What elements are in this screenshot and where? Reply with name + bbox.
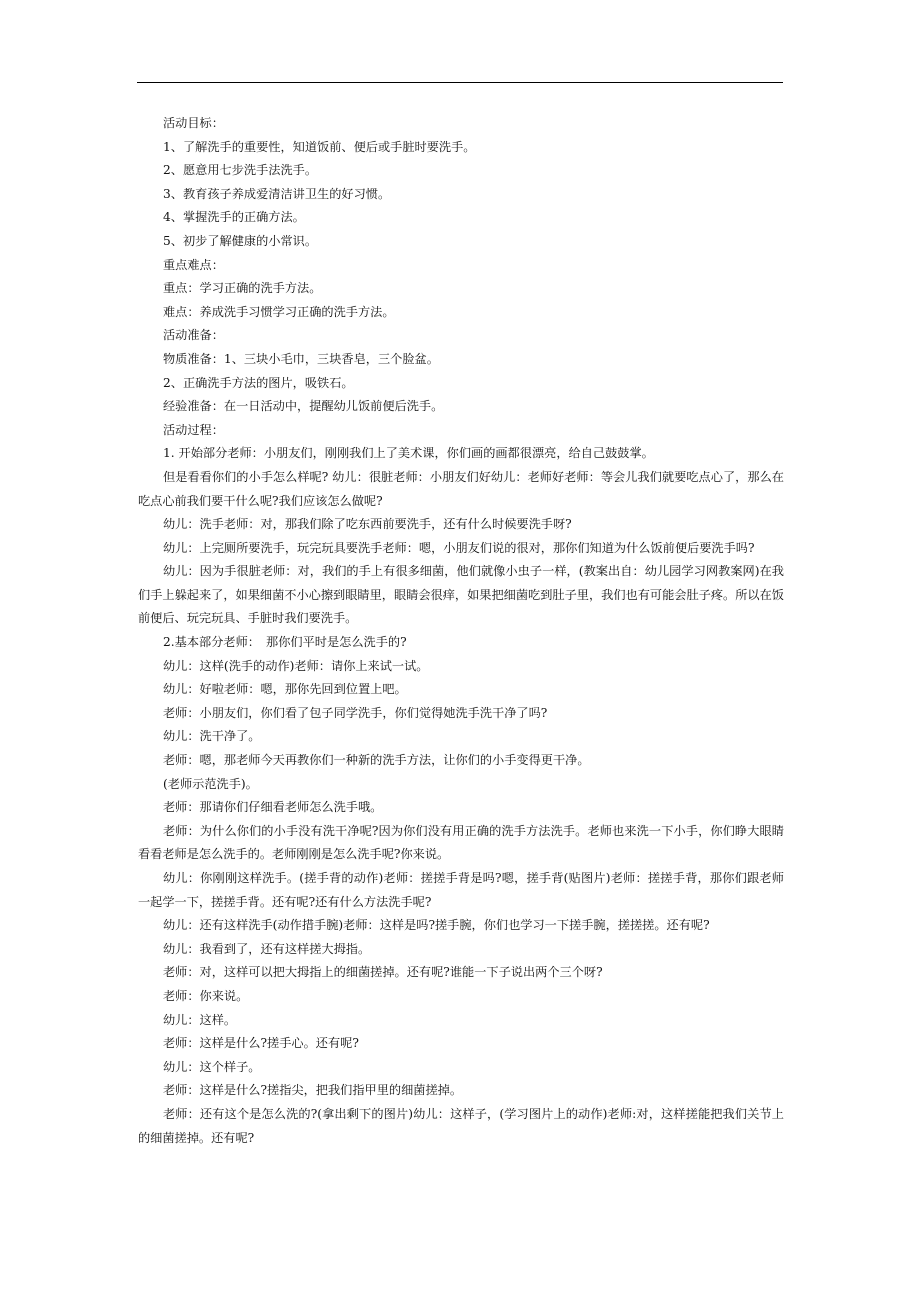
process-paragraph: 老师：你来说。 [163,988,249,1003]
process-paragraph: 幼儿：因为手很脏老师：对，我们的手上有很多细菌，他们就像小虫子一样，(教案出自：幼儿园学习网教案网)在我们手上躲起来了，如果细菌不小心擦到眼睛里，眼睛会很痒，如果把细菌吃到肚子里，我们也有可能会肚子疼。所以在饭前便后、玩完玩具、手脏时我们要洗手。 [138,564,784,626]
process-paragraph: 幼儿：我看到了，还有这样搓大拇指。 [163,941,371,956]
goal-item: 5、初步了解健康的小常识。 [163,233,318,248]
section-heading-key-points: 重点难点： [163,257,224,272]
document-body [138,112,784,1150]
process-paragraph: (老师示范洗手)。 [163,776,258,791]
preparation-item: 物质准备：1、三块小毛巾，三块香皂，三个脸盆。 [163,351,439,366]
process-paragraph: 老师：还有这个是怎么洗的?(拿出剩下的图片)幼儿：这样子，(学习图片上的动作)老师:对，这样搓能把我们关节上的细菌搓掉。还有呢? [138,1106,784,1145]
process-paragraph: 老师：这样是什么?搓指尖，把我们指甲里的细菌搓掉。 [163,1083,463,1098]
process-paragraph: 幼儿：你刚刚这样洗手。(搓手背的动作)老师：搓搓手背是吗?嗯，搓手背(贴图片)老师：搓搓手背，那你们跟老师一起学一下，搓搓手背。还有呢?还有什么方法洗手呢? [138,871,784,909]
process-paragraph: 幼儿：好啦老师：嗯，那你先回到位置上吧。 [163,682,407,697]
preparation-item: 2、正确洗手方法的图片，吸铁石。 [163,375,354,390]
process-paragraph: 老师：对，这样可以把大拇指上的细菌搓掉。还有呢?谁能一下子说出两个三个呀? [163,965,603,980]
process-paragraph: 幼儿：这样(洗手的动作)老师：请你上来试一试。 [163,658,429,673]
process-paragraph: 幼儿：这个样子。 [163,1059,261,1074]
process-paragraph: 老师：小朋友们，你们看了包子同学洗手，你们觉得她洗手洗干净了吗? [163,705,548,720]
process-paragraph: 老师：为什么你们的小手没有洗干净呢?因为你们没有用正确的洗手方法洗手。老师也来洗一下小手，你们睁大眼睛看看老师是怎么洗手的。老师刚刚是怎么洗手呢?你来说。 [138,823,784,862]
process-paragraph: 老师：那请你们仔细看老师怎么洗手哦。 [163,800,383,815]
preparation-item: 经验准备：在一日活动中，提醒幼儿饭前便后洗手。 [163,399,444,414]
section-heading-process: 活动过程： [163,422,224,437]
process-paragraph: 幼儿：上完厕所要洗手，玩完玩具要洗手老师：嗯，小朋友们说的很对，那你们知道为什么饭前便后要洗手吗? [163,540,755,555]
difficulty-point: 难点：养成洗手习惯学习正确的洗手方法。 [163,304,395,319]
section-heading-goals: 活动目标： [163,116,224,130]
process-paragraph: 幼儿：这样。 [163,1012,237,1027]
process-paragraph: 1. 开始部分老师：小朋友们，刚刚我们上了美术课，你们画的画都很漂亮，给自己鼓鼓掌。 [163,446,654,461]
goal-item: 2、愿意用七步洗手法洗手。 [163,163,318,178]
goal-item: 4、掌握洗手的正确方法。 [163,210,305,225]
process-paragraph: 2.基本部分老师： 那你们平时是怎么洗手的? [163,635,407,650]
process-paragraph: 幼儿：洗干净了。 [163,729,261,744]
process-paragraph: 幼儿：洗手老师：对，那我们除了吃东西前要洗手，还有什么时候要洗手呀? [163,517,572,532]
goal-item: 3、教育孩子养成爱清洁讲卫生的好习惯。 [163,186,391,201]
process-paragraph: 老师：嗯，那老师今天再教你们一种新的洗手方法，让你们的小手变得更干净。 [163,753,590,768]
section-heading-preparation: 活动准备： [163,328,224,343]
process-paragraph: 老师：这样是什么?搓手心。还有呢? [163,1036,359,1051]
goal-item: 1、了解洗手的重要性，知道饭前、便后或手脏时要洗手。 [163,139,476,154]
key-point: 重点：学习正确的洗手方法。 [163,281,322,296]
process-paragraph: 但是看看你们的小手怎么样呢? 幼儿：很脏老师：小朋友们好幼儿：老师好老师：等会儿我们就要吃点心了，那么在吃点心前我们要干什么呢?我们应该怎么做呢? [138,469,784,508]
process-paragraph: 幼儿：还有这样洗手(动作措手腕)老师：这样是吗?搓手腕，你们也学习一下搓手腕，搓搓搓。还有呢? [163,918,710,933]
header-rule [137,82,783,83]
